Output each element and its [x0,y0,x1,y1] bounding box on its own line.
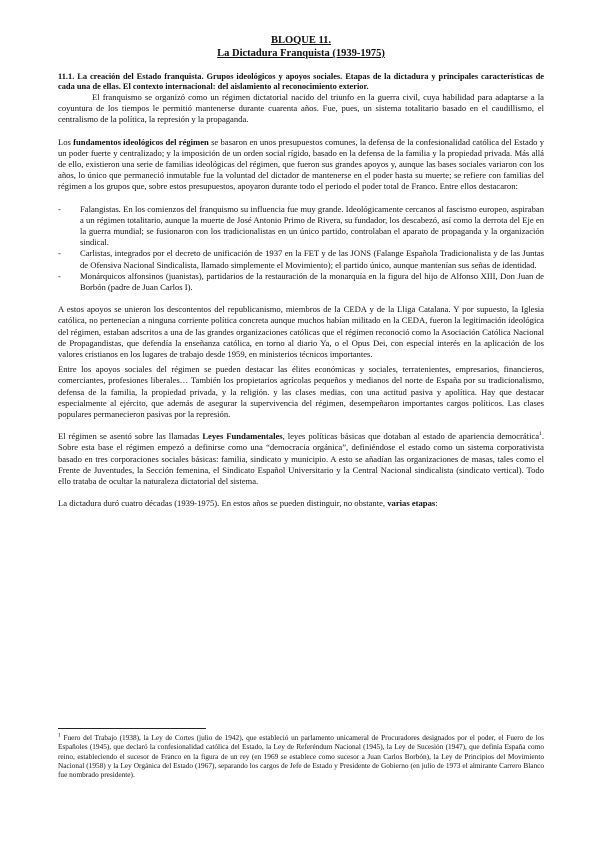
footnote-text: Fuero del Trabajo (1938), la Ley de Cortes (julio de 1942), que estableció un parlamento unicameral de Procuradores designados por el poder, el Fuero de los Españoles (1945), que declaró la confesionalidad católica del Estado, la Ley de Referéndum Nacional (1945), la Ley de Sucesión (1947), que definía España como reino, estableciendo el sucesor de Franco en la figura de un rey (en 1969 se establece como sucesor a Juan Carlos Borbón), la Ley de Principios del Movimiento Nacional (1958) y la Ley Orgánica del Estado (1967), separando los cargos de Jefe de Estado y Presidente de Gobierno (en julio de 1973 el almirante Carrero Blanco fue nombrado presidente). [58,733,544,780]
laws-lead: El régimen se asentó sobre las llamadas [58,431,203,442]
social-support-paragraph: Entre los apoyos sociales del régimen se pueden destacar las élites económicas y sociales, terratenientes, empresarios, financieros, comerciantes, profesiones liberales… También los propietarios agrícolas pequeños y medianos del norte de España por su tradicionalismo, defensa de la familia, la propiedad privada, y la religión. y las clases medias, con una actitud pasiva y apolítica. Hay que destacar especialmente al ejército, que además de asegurar la supervivencia del régimen, desempeñaron importantes cargos políticos. Las clases populares permanecieron pasivas por la represión. [58,364,544,420]
list-item [58,271,544,293]
document-title [58,34,544,60]
footnote-reference[interactable]: 1 [539,431,542,438]
footnote-divider [58,728,206,729]
footnote [58,733,544,779]
laws-mid: , leyes políticas básicas que dotaban al estado de apariencia democrática [282,431,540,442]
section-heading: 11.1. La creación del Estado franquista. Grupos ideológicos y apoyos sociales. Etapas de la dictadura y principales características de cada una de ellas. El contexto internacional: del aislamiento al reconocimiento exterior. [58,72,544,91]
list-item [58,248,544,270]
intro-paragraph: El franquismo se organizó como un régimen dictatorial nacido del triunfo en la guerra civil, cuya habilidad para adaptarse a la coyuntura de los tiempos le permitió mantenerse durante cuarenta años. Fue, pues, un sistema totalitario basado en el caudillismo, el centralismo de la política, la represión y la propaganda. [58,92,544,125]
list-dash: - [58,270,61,281]
list-dash: - [58,203,61,214]
laws-bold-term: Leyes Fundamentales [202,431,283,442]
list-item [58,204,544,249]
ideology-bold-term: fundamentos ideológicos del régimen [73,136,209,147]
stages-end: : [435,498,438,509]
ideology-lead: Los [58,136,74,147]
title-subject: La Dictadura Franquista (1939-1975) [217,48,385,59]
list-item-text: Falangistas. En los comienzos del franquismo su influencia fue muy grande. Ideológicamente cercanos al fascismo europeo, aspiraban a un régimen totalitario, aunque la muerte de José Antonio Primo de Rivera, su fundador, los descabezó, así como la derrota del Eje en la guerra mundial; se fusionaron con los tradicionalistas en un único partido, controlaban el aparato de propaganda y la organización sindical. [80,203,544,248]
families-list [58,204,544,294]
footnote-mark: 1 [58,732,61,739]
fundamental-laws-paragraph [58,431,544,487]
support-paragraph: A estos apoyos se unieron los descontentos del republicanismo, miembros de la CEDA y de la Lliga Catalana. Y por supuesto, la Iglesia católica, no pertenecían a ninguna corriente política concreta aunque muchos habían militado en la CEDA, fueron la legitimación ideológica del régimen, estaban adscritos a una de las grandes organizaciones católicas que el régimen reconoció como la Asociación Católica Nacional de Propagandistas, que defendía la enseñanza católica, en torno al diario Ya, o el Opus Dei, con especial interés en la aplicación de los valores cristianos en los lugares de trabajo desde 1959, en ministerios técnicos importantes. [58,304,544,360]
ideology-paragraph [58,137,544,193]
document-page [58,34,544,510]
stages-bold-term: varias etapas [387,498,436,509]
ideology-rest: se basaron en unos presupuestos comunes, la defensa de la confesionalidad católica del Estado y un poder fuerte y centralizado; y la imposición de un orden social rígido, basado en la defensa de la familia y la propiedad privada. Más allá de ello, existieron una serie de familias ideológicas del régimen, que fueron sus grandes apoyos y, aunque las bases sociales variaron con los años, lo único que permaneció inmutable fue la voluntad del dictador de mantenerse en el poder hasta su muerte; se refiere con familias del régimen a los grupos que, sobre estos presupuestos, apoyaron durante todo el periodo el poder total de Franco. Entre ellos destacaron: [58,136,544,192]
list-dash: - [58,248,61,259]
list-item-text: Carlistas, integrados por el decreto de unificación de 1937 en la FET y de las JONS (Falange Española Tradicionalista y de las Juntas de Ofensiva Nacional Sindicalista, llamado simplemente el Movimiento); el partido único, aunque mantenían sus señas de identidad. [80,248,544,270]
laws-rest: . Sobre esta base el régimen empezó a definirse como una “democracia orgánica”, definiéndose el estado como un sistema corporativista basado en tres corporaciones sociales básicas: familia, sindicato y municipio. A esto se añadían las organizaciones de masas, tales como el Frente de Juventudes, la Sección femenina, el Sindicato Español Universitario y la Central Nacional sindicalista (sindicato vertical). Todo ello trataba de ocultar la naturaleza dictatorial del sistema. [58,431,544,487]
list-item-text: Monárquicos alfonsinos (juanistas), partidarios de la restauración de la monarquía en la figura del hijo de Alfonso XIII, Don Juan de Borbón (padre de Juan Carlos I). [80,270,544,293]
stages-lead: La dictadura duró cuatro décadas (1939-1975). En estos años se pueden distinguir, no obstante, [58,498,388,509]
stages-paragraph [58,498,544,509]
title-bloque: BLOQUE 11. [270,35,332,46]
